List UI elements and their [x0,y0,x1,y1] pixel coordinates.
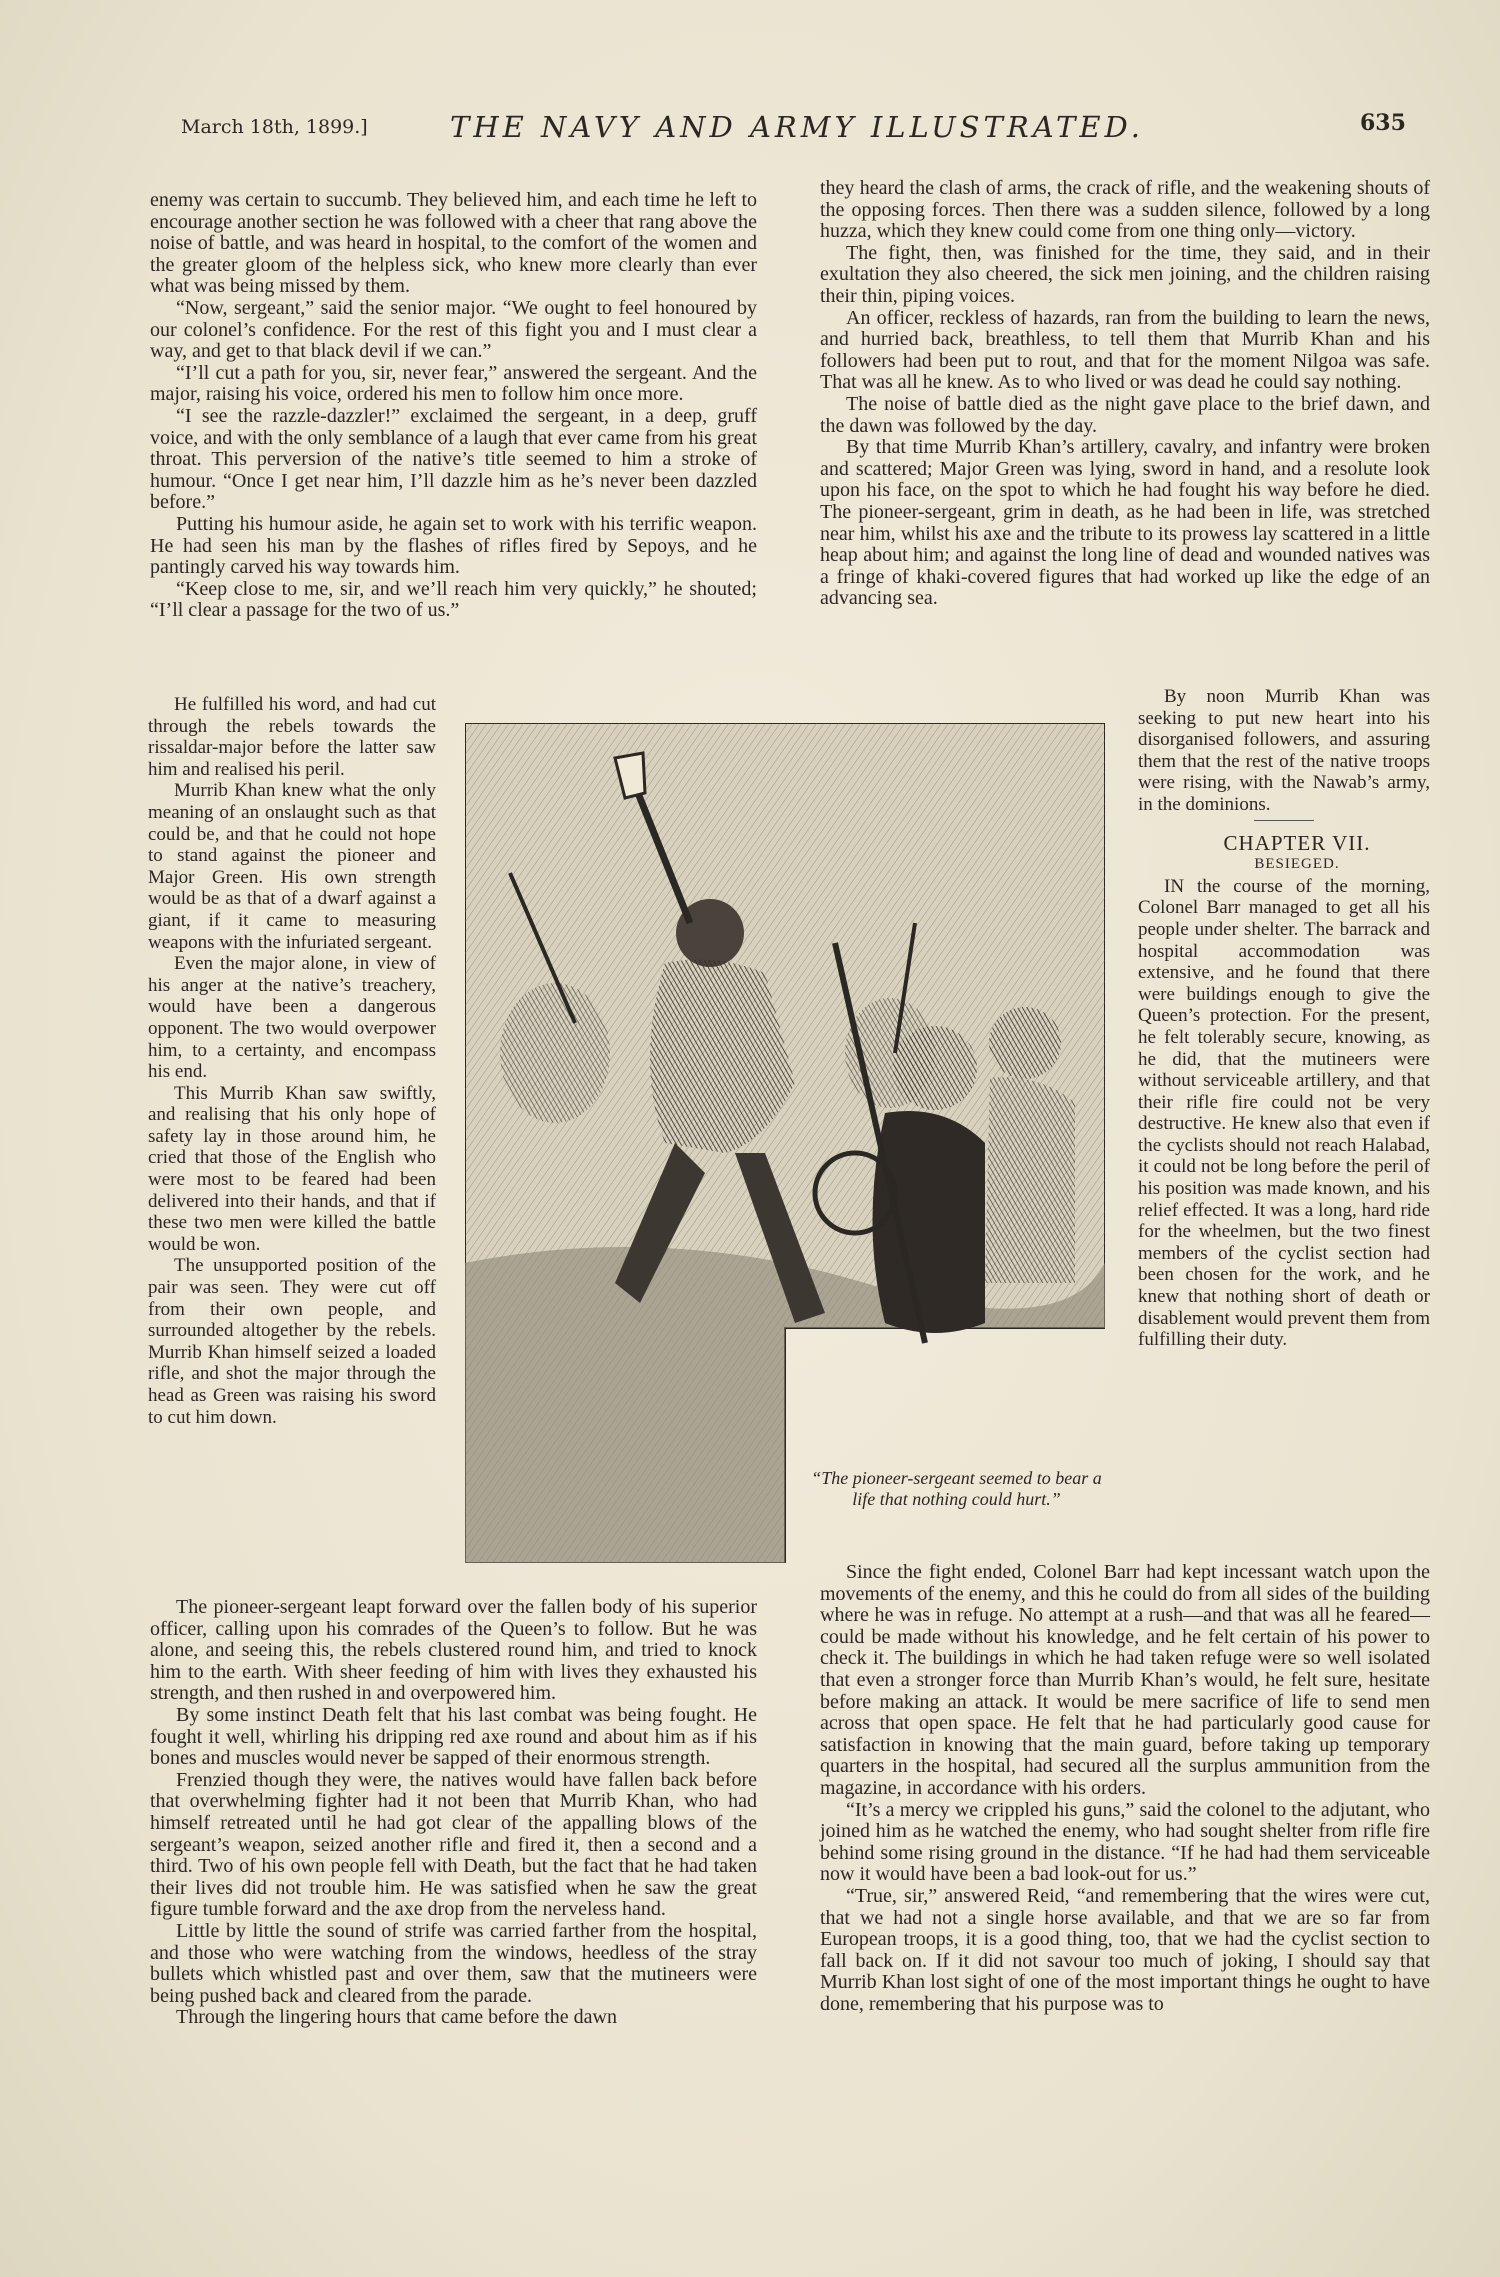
chapter-title: CHAPTER VII. [1223,830,1371,855]
paragraph: Murrib Khan knew what the only meaning of an onslaught such as that could be, and that he could not hope to stand against the pioneer and Major Green. His own strength would be as that of a dwarf against a giant, if it came to measuring weapons with the infuriated sergeant. [148,780,436,953]
paragraph: He fulfilled his word, and had cut through the rebels towards the rissaldar-major before the latter saw him and realised his peril. [148,694,436,780]
paragraph: they heard the clash of arms, the crack of rifle, and the weakening shouts of the opposing forces. Then there was a sudden silence, followed by a long huzza, which they knew could come from one thing only—victory. [820,177,1430,243]
paragraph: “I see the razzle-dazzler!” exclaimed the sergeant, in a deep, gruff voice, and with the only semblance of a laugh that ever came from his great throat. This perversion of the native’s title seemed to him a stroke of humour. “Once I get near him, I’ll dazzle him as he’s never been dazzled before.” [150,404,757,514]
paragraph: “Keep close to me, sir, and we’ll reach him very quickly,” he shouted; “I’ll clear a passage for the two of us.” [150,577,757,622]
paragraph: Putting his humour aside, he again set to work with his terrific weapon. He had seen his man by the flashes of rifles fired by Sepoys, and he pantingly carved his way towards him. [150,512,757,579]
right-column-narrow [1138,686,1430,1351]
paragraph: Since the fight ended, Colonel Barr had kept incessant watch upon the movements of the enemy, and this he could do from all sides of the building where he was in refuge. No attempt at a rush—and that was all he feared—could be made without his knowledge, and he felt certain of his power to check it. The buildings in which he had taken refuge were so well isolated that even a stronger force than Murrib Khan’s would, he felt sure, hesitate before making an attack. It would be mere sacrifice of life to send men across that open space. He felt that he had particularly good cause for satisfaction in knowing that the main guard, before taking up temporary quarters in the hospital, had secured all the surplus ammunition from the magazine, in accordance with his orders. [820,1561,1430,1799]
paragraph: Even the major alone, in view of his anger at the native’s treachery, would have been a dangerous opponent. The two would overpower him, to a certainty, and encompass his end. [148,953,436,1083]
paragraph: The noise of battle died as the night gave place to the brief dawn, and the dawn was followed by the day. [820,392,1430,437]
issue-date: March 18th, 1899.] [181,116,368,138]
divider [1254,820,1314,821]
paragraph: This Murrib Khan saw swiftly, and realising that his only hope of safety lay in those around him, he cried that those of the English who were most to be feared had been delivered into their hands, and that if these two men were killed the battle would be won. [148,1082,436,1255]
paragraph: An officer, reckless of hazards, ran from the building to learn the news, and hurried back, breathless, to tell them that Murrib Khan and his followers had been put to rout, and that for the moment Nilgoa was safe. That was all he knew. As to who lived or was dead he could say nothing. [820,306,1430,394]
paragraph: enemy was certain to succumb. They believed him, and each time he left to encourage another section he was followed with a cheer that rang above the noise of battle, and was heard in hospital, to the comfort of the women and the greater gloom of the helpless sick, who knew more clearly than ever what was being missed by them. [150,189,757,298]
paragraph: “True, sir,” answered Reid, “and remembering that the wires were cut, that we had not a single horse available, and that we are so far from European troops, it is a good thing, too, that we had the cyclist section to fall back on. If it did not savour too much of joking, I should say that Murrib Khan lost sight of one of the most important things he ought to have done, remembering that his purpose was to [820,1884,1430,2015]
paragraph: The pioneer-sergeant leapt forward over the fallen body of his superior officer, calling upon his comrades of the Queen’s to follow. But he was alone, and seeing this, the rebels clustered round him, and tried to knock him to the earth. With sheer feeding of him with lives they exhausted his strength, and then rushed in and overpowered him. [150,1596,757,1705]
paragraph: By that time Murrib Khan’s artillery, cavalry, and infantry were broken and scattered; Major Green was lying, sword in hand, and a resolute look upon his face, on the spot to which he had fought his way before he died. The pioneer-sergeant, grim in death, as he had been in life, was stretched near him, whilst his axe and the tribute to its prowess lay scattered in a little heap about him; and against the long line of dead and wounded natives was a fringe of khaki-covered figures that had worked up like the edge of an advancing sea. [820,436,1430,610]
paragraph: By some instinct Death felt that his last combat was being fought. He fought it well, whirling his dripping red axe round and about him as if his bones and muscles would never be sapped of their enormous strength. [150,1703,757,1770]
paragraph: IN the course of the morning, Colonel Barr managed to get all his people under shelter. The barrack and hospital accommodation was extensive, and he found that there were buildings enough to give the Queen’s protection. For the present, he felt tolerably secure, knowing, as he did, that the mutineers were without serviceable artillery, and that their rifle fire could not be very destructive. He knew also that even if the cyclists should not reach Halabad, it could not be long before the peril of his position was made known, and his relief effected. It was a long, hard ride for the wheelmen, but the two finest members of the cyclist section had been chosen for the work, and he knew that nothing short of death or disablement would prevent them from fulfilling their duty. [1138,875,1430,1351]
chapter-subtitle: BESIEGED. [1254,856,1340,873]
battle-illustration [465,723,1105,1563]
left-column-narrow [148,694,436,1428]
paragraph: Frenzied though they were, the natives would have fallen back before that overwhelming fighter had it not been that Murrib Khan, who had himself retreated until he had got clear of the appalling blows of the sergeant’s weapon, seized another rifle and fired it, then a second and a third. Two of his own people fell with Death, but the fact that he had taken their lives did not trouble him. He was satisfied when he saw the great figure tumble forward and the axe drop from the nerveless hand. [150,1768,757,1921]
paragraph: The fight, then, was finished for the time, they said, and in their exultation they also cheered, the sick men joining, and the children raising their thin, piping voices. [820,241,1430,307]
running-header [0,108,1500,148]
paragraph: Little by little the sound of strife was carried farther from the hospital, and those who were watching from the windows, heedless of the stray bullets which whistled past and over them, saw that the mutineers were being pushed back and cleared from the parade. [150,1919,757,2007]
paragraph: Through the lingering hours that came before the dawn [176,2006,617,2029]
paragraph: “Now, sergeant,” said the senior major. “We ought to feel honoured by our colonel’s confidence. For the rest of this fight you and I must clear a way, and get to that black devil if we can.” [150,296,757,363]
page-number: 635 [1360,110,1406,136]
illustration-caption: “The pioneer-sergeant seemed to bear a life that nothing could hurt.” [811,1468,1102,1509]
left-column-top [150,190,757,622]
paragraph: “It’s a mercy we crippled his guns,” said the colonel to the adjutant, who joined him as he watched the enemy, who had sought shelter from rifle fire behind some rising ground in the distance. “If he had had them serviceable now it would have been a bad look-out for us.” [820,1798,1430,1886]
right-column-top [820,178,1430,610]
paragraph: “I’ll cut a path for you, sir, never fear,” answered the sergeant. And the major, raising his voice, ordered his men to follow him once more. [150,361,757,406]
left-column-bottom [150,1597,757,2029]
paragraph: The unsupported position of the pair was seen. They were cut off from their own people, and surrounded altogether by the rebels. Murrib Khan himself seized a loaded rifle, and shot the major through the head as Green was raising his sword to cut him down. [148,1255,436,1428]
paragraph: By noon Murrib Khan was seeking to put new heart into his disorganised followers, and assuring them that the rest of the native troops were rising, with the Nawab’s army, in the dominions. [1138,686,1430,815]
magazine-title: THE NAVY AND ARMY ILLUSTRATED. [450,110,1144,144]
right-column-bottom [820,1562,1430,2015]
